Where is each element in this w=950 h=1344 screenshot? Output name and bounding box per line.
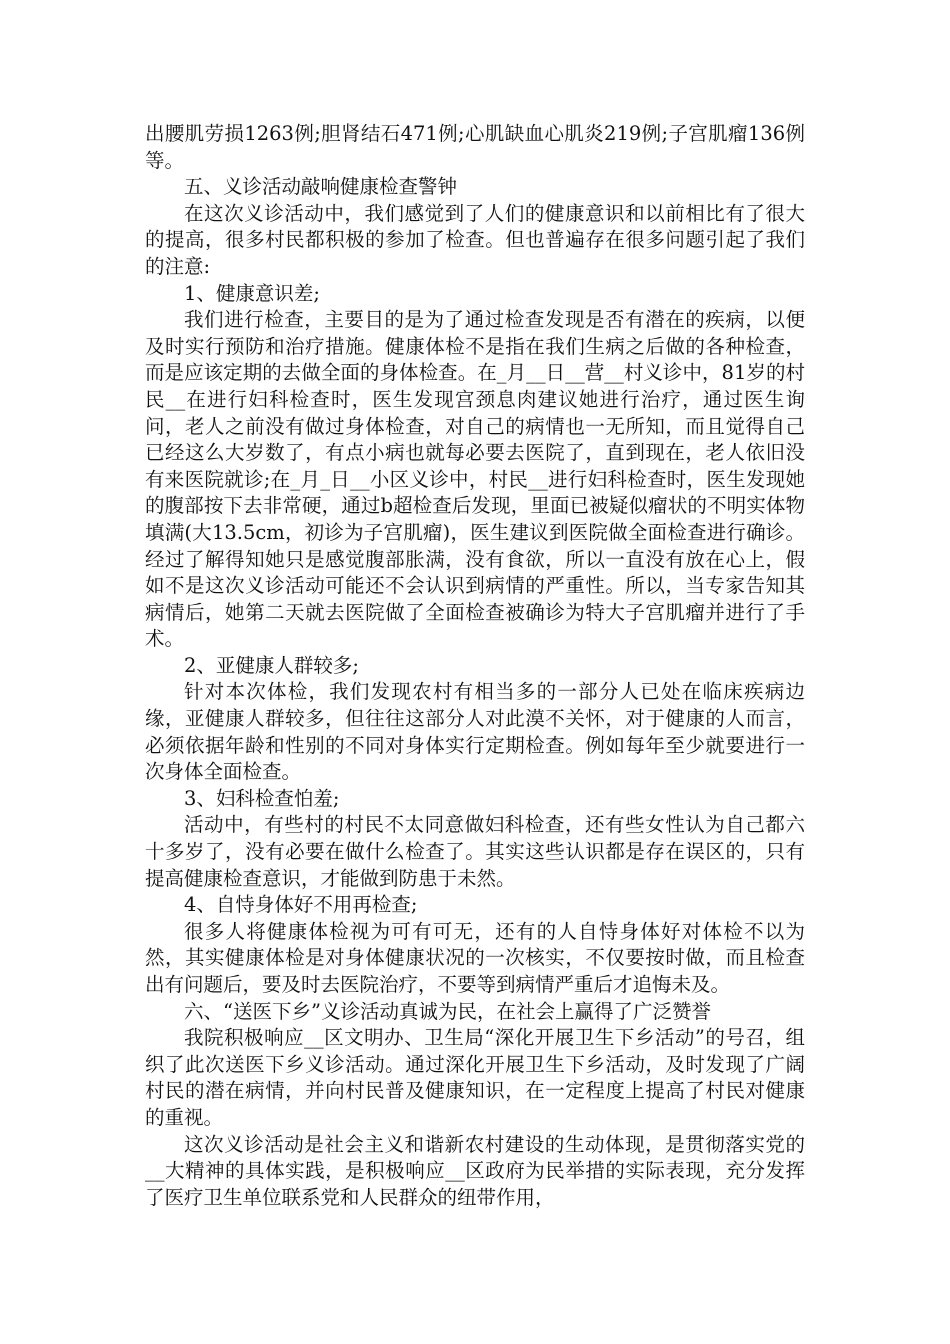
paragraph-5: 我们进行检查，主要目的是为了通过检查发现是否有潜在的疾病，以便及时实行预防和治疗措施。健康体检不是指在我们生病之后做的各种检查，而是应该定期的去做全面的身体检查。在_月__日__营__村义诊中，81岁的村民__在进行妇科检查时，医生发现宫颈息肉建议她进行治疗，通过医生询问，老人之前没有做过身体检查，对自己的病情也一无所知，而且觉得自己已经这么大岁数了，有点小病也就每必要去医院了，直到现在，老人依旧没有来医院就诊;在_月_日__小区义诊中，村民__进行妇科检查时，医生发现她的腹部按下去非常硬，通过b超检查后发现，里面已被疑似瘤状的不明实体物填满(大13.5cm，初诊为子宫肌瘤)，医生建议到医院做全面检查进行确诊。经过了解得知她只是感觉腹部胀满，没有食欲，所以一直没有放在心上，假如不是这次义诊活动可能还不会认识到病情的严重性。所以，当专家告知其病情后，她第二天就去医院做了全面检查被确诊为特大子宫肌瘤并进行了手术。 (145, 308, 805, 651)
subheading-2: 2、亚健康人群较多; (184, 653, 359, 677)
paragraph-7: 针对本次体检，我们发现农村有相当多的一部分人已处在临床疾病边缘，亚健康人群较多，但往往这部分人对此漠不关怀，对于健康的人而言，必须依据年龄和性别的不同对身体实行定期检查。例如每年至少就要进行一次身体全面检查。 (145, 680, 805, 784)
section-heading-5: 五、义诊活动敲响健康检查警钟 (184, 175, 458, 199)
paragraph-3: 在这次义诊活动中，我们感觉到了人们的健康意识和以前相比有了很大的提高，很多村民都积极的参加了检查。但也普遍存在很多问题引起了我们的注意: (145, 201, 805, 278)
subheading-4: 4、自恃身体好不用再检查; (184, 893, 418, 917)
section-heading-6: 六、“送医下乡”义诊活动真诚为民，在社会上赢得了广泛赞誉 (184, 999, 711, 1023)
paragraph-14: 这次义诊活动是社会主义和谐新农村建设的生动体现，是贯彻落实党的__大精神的具体实践，是积极响应__区政府为民举措的实际表现，充分发挥了医疗卫生单位联系党和人民群众的纽带作用， (145, 1132, 805, 1209)
paragraph-11: 很多人将健康体检视为可有可无，还有的人自恃身体好对体检不以为然，其实健康体检是对身体健康状况的一次核实，不仅要按时做，而且检查出有问题后，要及时去医院治疗，不要等到病情严重后才追悔未及。 (145, 919, 805, 996)
document-page (145, 121, 805, 1211)
subheading-3: 3、妇科检查怕羞; (184, 786, 340, 810)
subheading-1: 1、健康意识差; (184, 281, 320, 305)
paragraph-13: 我院积极响应__区文明办、卫生局“深化开展卫生下乡活动”的号召，组织了此次送医下乡义诊活动。通过深化开展卫生下乡活动，及时发现了广阔村民的潜在病情，并向村民普及健康知识，在一定程度上提高了村民对健康的重视。 (145, 1026, 805, 1129)
paragraph-1: 出腰肌劳损1263例;胆肾结石471例;心肌缺血心肌炎219例;子宫肌瘤136例等。 (145, 122, 805, 172)
paragraph-9: 活动中，有些村的村民不太同意做妇科检查，还有些女性认为自己都六十多岁了，没有必要在做什么检查了。其实这些认识都是存在误区的，只有提高健康检查意识，才能做到防患于未然。 (145, 813, 805, 890)
